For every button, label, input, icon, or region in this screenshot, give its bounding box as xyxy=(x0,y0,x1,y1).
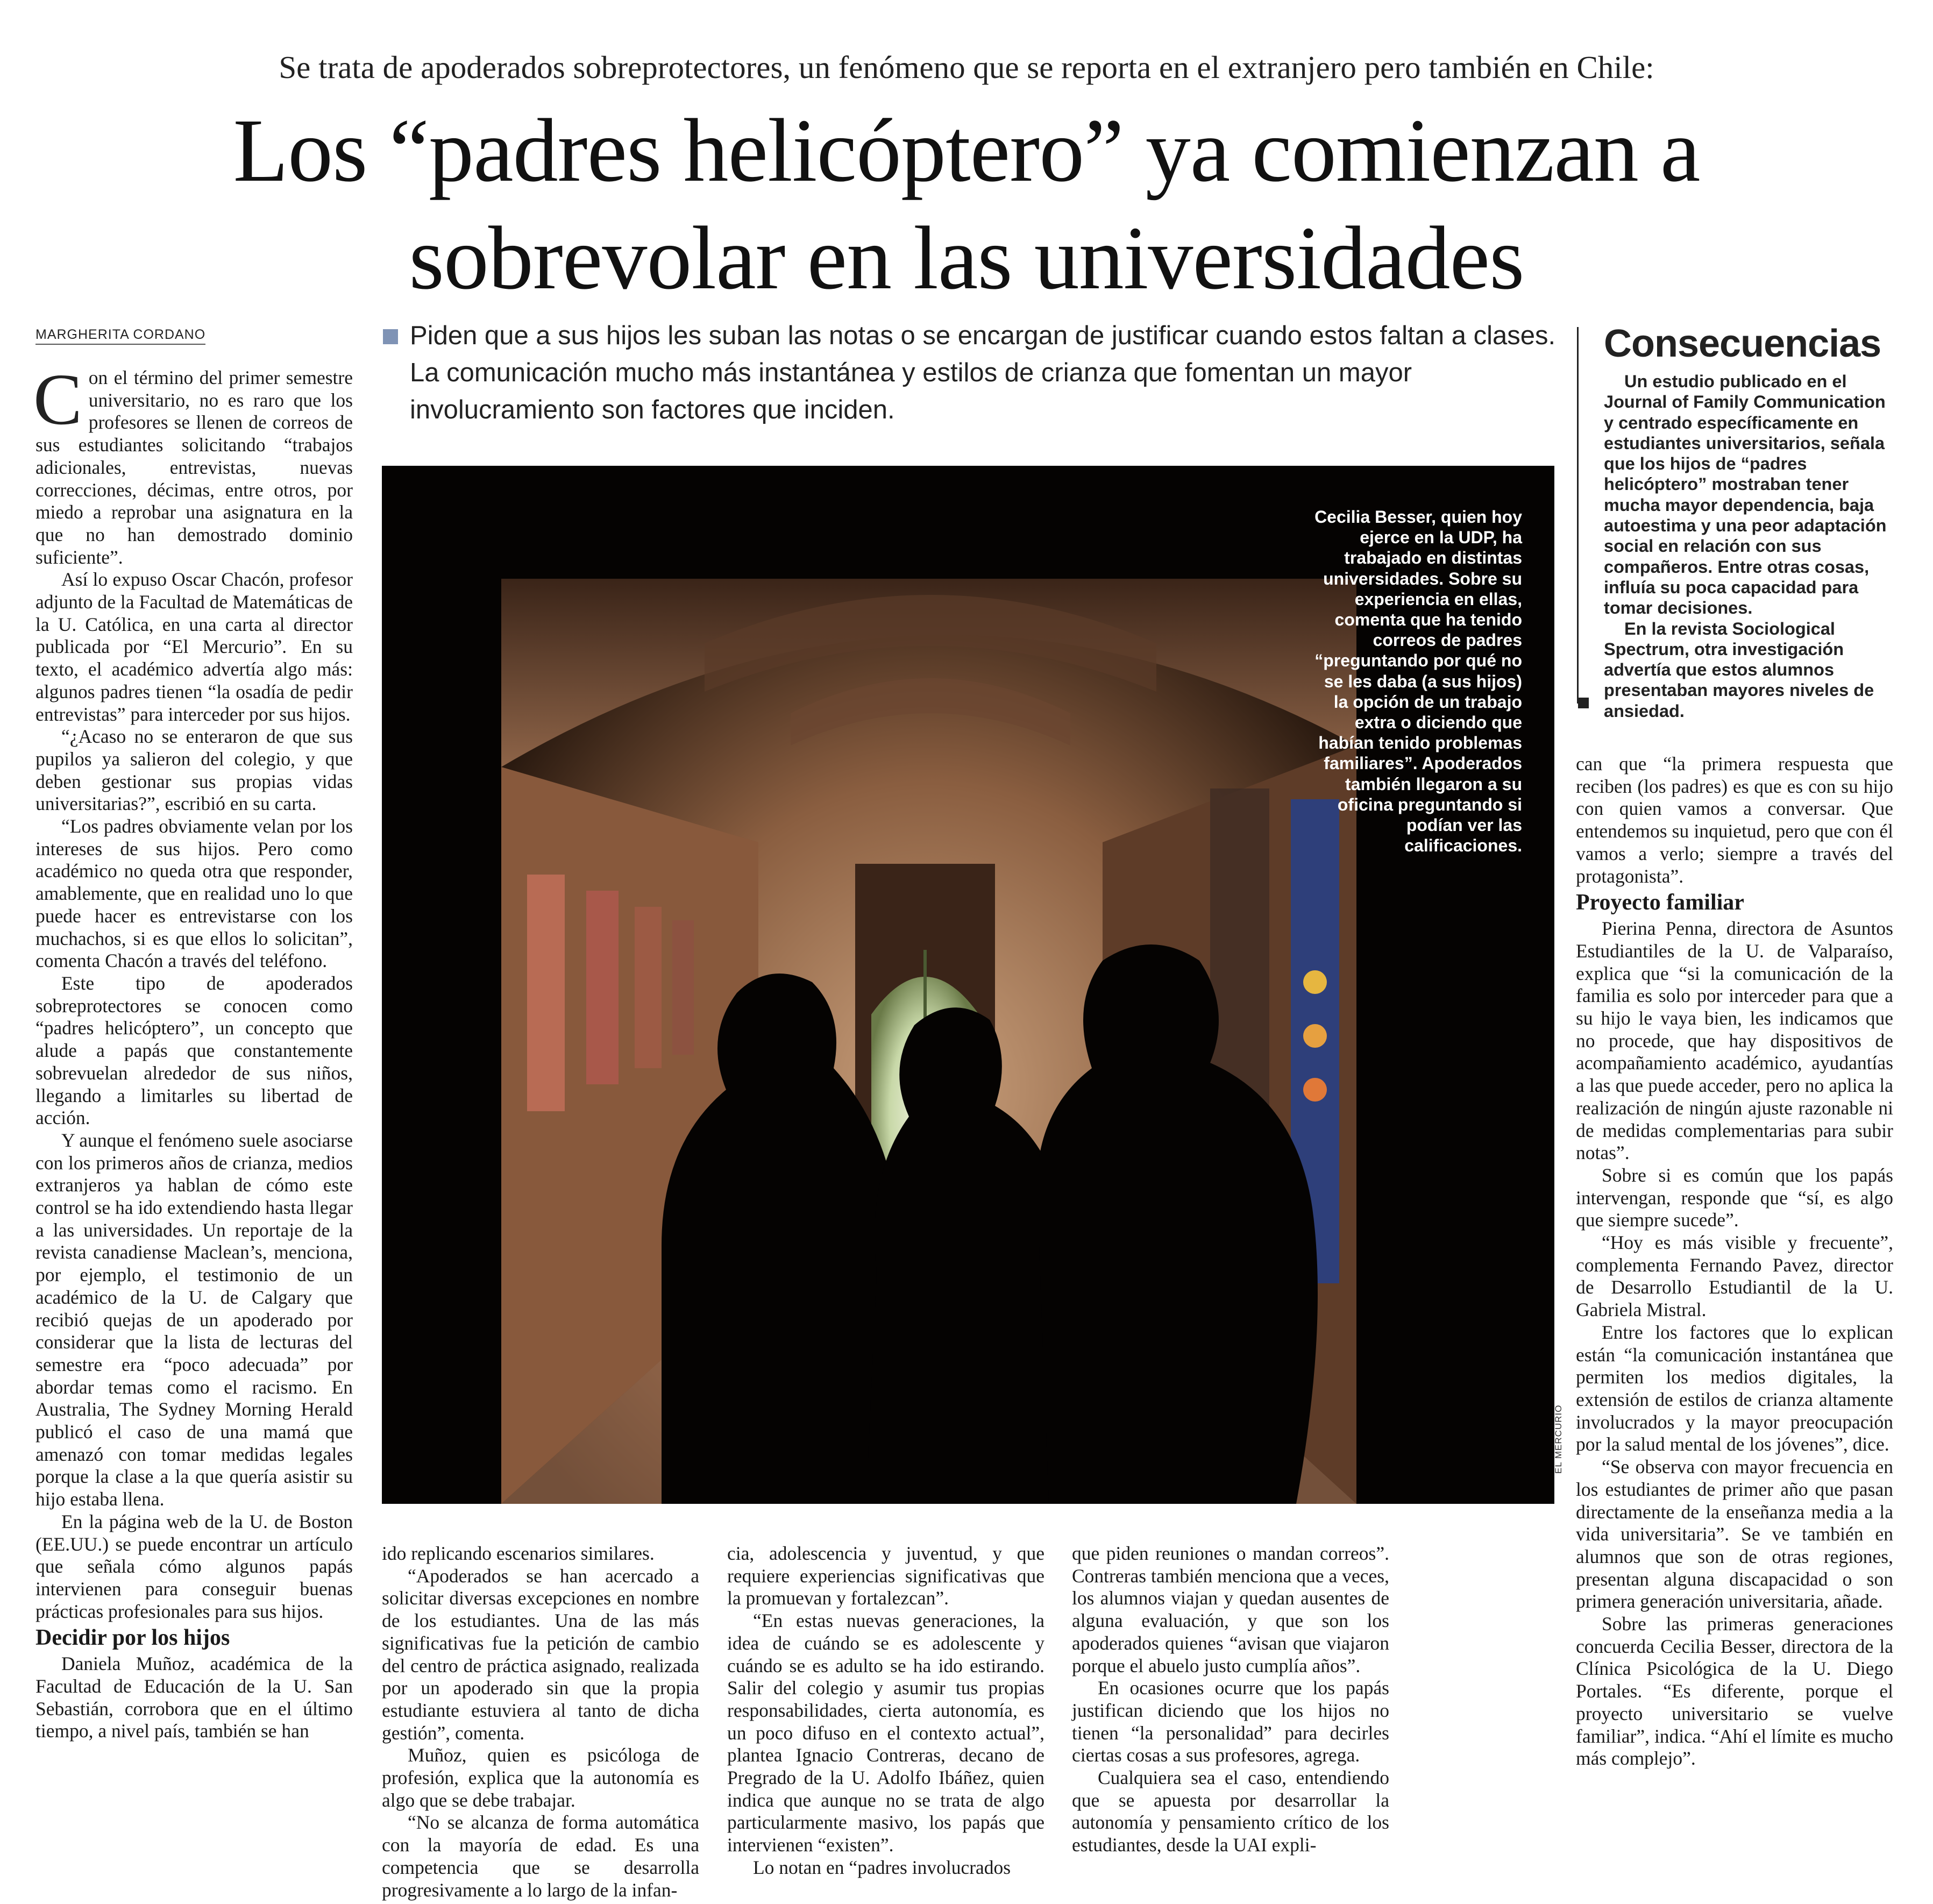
sidebar-paragraph: En la revista Sociological Spectrum, otra investigación advertía que estos alumnos presentaban mayores niveles de ansiedad. xyxy=(1604,619,1874,721)
article-column-5 xyxy=(1576,753,1893,1770)
drop-cap: C xyxy=(33,359,82,440)
article-column-4 xyxy=(1072,1543,1389,1857)
paragraph: can que “la primera respuesta que reciben (los padres) es que es con su hijo con quien vamos a conversar. Que entendemos su inquietud, pero que con él vamos a verlo; siempre a través del protagonista”. xyxy=(1576,753,1893,887)
lead-paragraph xyxy=(33,359,353,569)
headline xyxy=(0,97,1933,312)
paragraph: En la página web de la U. de Boston (EE.UU.) se puede encontrar un artículo que señala cómo algunos papás intervienen para conseguir buenas prácticas profesionales para sus hijos. xyxy=(35,1510,353,1622)
paragraph: “Apoderados se han acercado a solicitar diversas excepciones en nombre de los estudiantes. Una de las más significativas fue la petición de cambio del centro de práctica asignado, realizada por un apoderado sin que la propia estudiante estuviera al tanto de dicha gestión”, comenta. xyxy=(382,1565,699,1744)
paragraph: “Los padres obviamente velan por los intereses de sus hijos. Pero como académico no queda otra que responder, amablemente, que en realidad uno lo que puede hacer es entrevistarse con los muchachos, si es que ellos lo solicitan”, comenta Chacón a través del teléfono. xyxy=(35,815,353,972)
paragraph: Lo notan en “padres involucrados xyxy=(753,1856,1011,1878)
article-column-1 xyxy=(33,359,353,1743)
deck-bullet-icon xyxy=(383,329,398,344)
paragraph: Y aunque el fenómeno suele asociarse con los primeros años de crianza, medios extranjeros ya hablan de cómo este control se ha ido extendiendo hasta llegar a las universidades. Un reportaje de la revista canadiense Maclean’s, menciona, por ejemplo, el testimonio de un académico de la U. de Calgary que recibió quejas de un apoderado por considerar que la lista de lecturas del semestre era “poco adecuada” por abordar temas como el racismo. En Australia, The Sydney Morning Herald publicó el caso de una mamá que amenazó con tomar medidas legales porque la clase a la que quería asistir su hijo estaba llena. xyxy=(35,1129,353,1510)
paragraph: “¿Acaso no se enteraron de que sus pupilos ya salieron del colegio, y que deben gestionar sus propias vidas universitarias?”, escribió en su carta. xyxy=(35,726,353,815)
paragraph: En ocasiones ocurre que los papás justifican diciendo que los hijos no tienen “la personalidad” para decirles ciertas cosas a sus profesores, agrega. xyxy=(1072,1677,1389,1766)
paragraph: “Hoy es más visible y frecuente”, complementa Fernando Pavez, director de Desarrollo Estudiantil de la U. Gabriela Mistral. xyxy=(1576,1232,1893,1321)
paragraph: Muñoz, quien es psicóloga de profesión, explica que la autonomía es algo que se debe trabajar. xyxy=(382,1744,699,1811)
paragraph: Pierina Penna, directora de Asuntos Estudiantiles de la U. de Valparaíso, explica que “si la comunicación de la familia es solo por interceder para que a su hijo le vaya bien, les indicamos que no procede, que hay dispositivos de acompañamiento académico, ayudantías a las que puede acceder, pero no aplica la realización de ningún ajuste razonable ni de medidas complementarias para subir notas”. xyxy=(1576,918,1893,1164)
subheading: Proyecto familiar xyxy=(1576,890,1744,915)
paragraph: Sobre las primeras generaciones concuerda Cecilia Besser, directora de la Clínica Psicológica de la U. Diego Portales. “Es diferente, porque el proyecto universitario se vuelve familiar”, indica. “Ahí el límite es mucho más complejo”. xyxy=(1576,1613,1893,1770)
paragraph: Así lo expuso Oscar Chacón, profesor adjunto de la Facultad de Matemáticas de la U. Católica, en una carta al director publicada por “El Mercurio”. En su texto, el académico advertía algo más: algunos padres tienen “la osadía de pedir entrevistas” para interceder por sus hijos. xyxy=(35,569,353,725)
article-column-2 xyxy=(382,1543,699,1901)
paragraph: Entre los factores que lo explican están “la comunicación instantánea que permiten los medios digitales, la extensión de estilos de crianza altamente involucrados y la mayor preocupación por la salud mental de los jóvenes”, dice. xyxy=(1576,1321,1893,1455)
kicker: Se trata de apoderados sobreprotectores, un fenómeno que se reporta en el extranjero pero también en Chile: xyxy=(279,49,1654,85)
sidebar-body xyxy=(1604,371,1897,721)
deck: Piden que a sus hijos les suban las notas o se encargan de justificar cuando estos faltan a clases. La comunicación mucho más instantánea y estilos de crianza que fomentan un mayor involucramiento son factores que inciden. xyxy=(410,321,1556,424)
paragraph: “Se observa con mayor frecuencia en los estudiantes de primer año que pasan directamente de la enseñanza media a la vida universitaria”. Se ve también en alumnos que son de otras regiones, presentan alguna discapacidad o son primera generación universitaria, añade. xyxy=(1576,1456,1893,1612)
paragraph: Cualquiera sea el caso, entendiendo que se apuesta por desarrollar la autonomía y pensamiento crítico de los estudiantes, desde la UAI expli- xyxy=(1072,1767,1389,1856)
paragraph: Sobre si es común que los papás intervengan, responde que “sí, es algo que siempre sucede”. xyxy=(1576,1164,1893,1231)
paragraph: “En estas nuevas generaciones, la idea de cuándo se es adolescente y cuándo se es adulto se ha ido estirando. Salir del colegio y asumir tus propias responsabilidades, cierta autonomía, es un poco difuso en el contexto actual”, plantea Ignacio Contreras, decano de Pregrado de la U. Adolfo Ibáñez, quien indica que aunque no se trata de algo particularmente masivo, los papás que intervienen “existen”. xyxy=(727,1610,1044,1856)
sidebar-paragraph: Un estudio publicado en el Journal of Family Communication y centrado específicamente en estudiantes universitarios, señala que los hijos de “padres helicóptero” mostraban tener mucha mayor dependencia, baja autoestima y una peor adaptación social en relación con sus compañeros. Entre otras cosas, influía su poca capacidad para tomar decisiones. xyxy=(1604,372,1887,618)
headline-line-1: Los “padres helicóptero” ya comienzan a xyxy=(233,101,1700,201)
paragraph: ido replicando escenarios similares. xyxy=(382,1543,655,1564)
paragraph: que piden reuniones o mandan correos”. Contreras también menciona que a veces, los alumnos viajan y quedan ausentes de alguna evaluación, y que son los apoderados quienes “avisan que viajaron porque el abuelo justo cumplía años”. xyxy=(1072,1543,1389,1676)
sidebar-title: Consecuencias xyxy=(1604,322,1881,365)
paragraph: “No se alcanza de forma automática con la mayoría de edad. Es una competencia que se desarrolla progresivamente a lo largo de la infan- xyxy=(382,1811,699,1901)
paragraph: Este tipo de apoderados sobreprotectores se conocen como “padres helicóptero”, un concepto que alude a papás que constantemente sobrevuelan alrededor de sus niños, llegando a limitarles su libertad de acción. xyxy=(35,972,353,1129)
subheading: Decidir por los hijos xyxy=(35,1625,230,1651)
photo-caption: Cecilia Besser, quien hoy ejerce en la UDP, ha trabajado en distintas universidades. Sobre su experiencia en ellas, comenta que ha tenido correos de padres “preguntando por qué no se les daba (a sus hijos) la opción de un trabajo extra o diciendo que habían tenido problemas familiares”. Apoderados también llegaron a su oficina preguntando si podían ver las calificaciones. xyxy=(1314,507,1522,856)
paragraph-text: on el término del primer semestre universitario, no es raro que los profesores se llenen de correos de sus estudiantes solicitando “trabajos adicionales, entrevistas, nuevas correcciones, décimas, entre otros, por miedo a reprobar una asignatura en la que no han demostrado dominio suficiente”. xyxy=(35,367,353,568)
article-column-3 xyxy=(727,1543,1044,1879)
paragraph: cia, adolescencia y juventud, y que requiere experiencias significativas que la promuevan y fortalezcan”. xyxy=(727,1543,1044,1609)
byline: MARGHERITA CORDANO xyxy=(35,327,205,345)
sidebar-end-square-icon xyxy=(1578,698,1589,708)
headline-line-2: sobrevolar en las universidades xyxy=(409,208,1524,308)
photo-credit: EL MERCURIO xyxy=(1553,1404,1564,1474)
sidebar-rule xyxy=(1577,327,1579,704)
paragraph: Daniela Muñoz, académica de la Facultad de Educación de la U. San Sebastián, corrobora que en el último tiempo, a nivel país, también se han xyxy=(35,1653,353,1742)
